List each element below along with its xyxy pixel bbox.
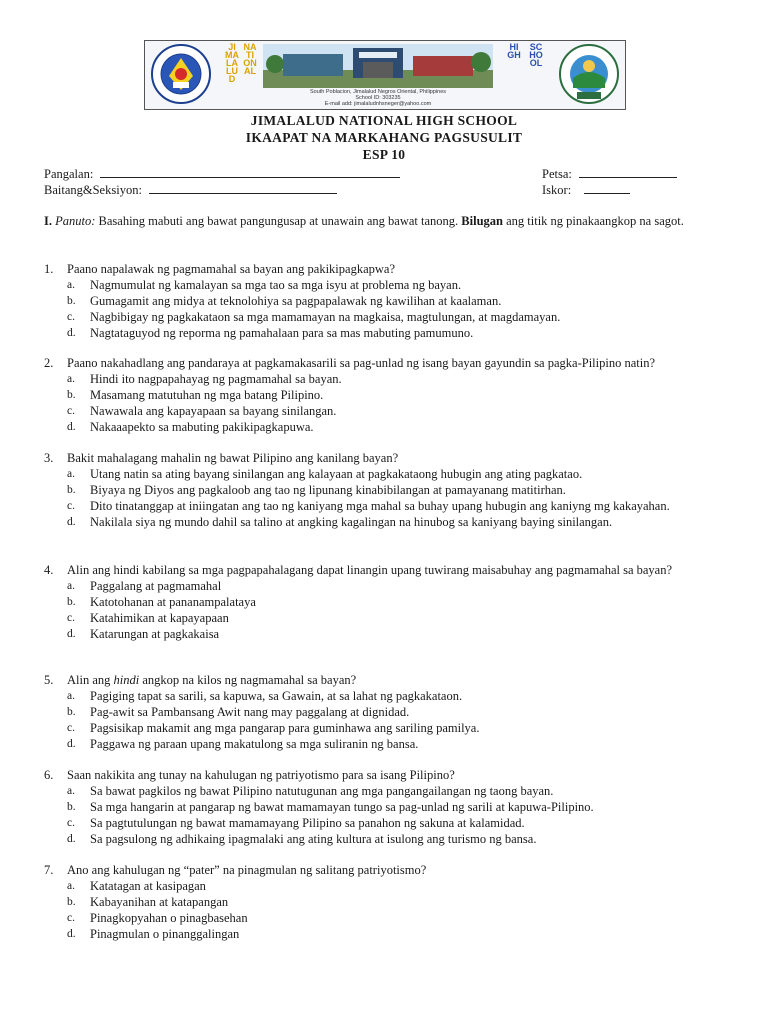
choice-letter: d.: [67, 516, 76, 528]
choice-text: Sa pagsulong ng adhikaing ipagmalaki ang ating kultura at isulong ang turismo ng bansa.: [90, 832, 537, 846]
choice-d[interactable]: [67, 831, 724, 847]
choice-a[interactable]: [67, 277, 724, 293]
school-id-line: School ID: 303235: [355, 95, 401, 101]
choice-text: Nawawala ang kapayapaan sa bayang sinilangan.: [90, 404, 337, 418]
choice-c[interactable]: [67, 309, 724, 325]
choice-c[interactable]: [67, 610, 724, 626]
question-text: Paano napalawak ng pagmamahal sa bayan ang pakikipagkapwa?: [67, 262, 395, 276]
choice-text: Paggawa ng paraan upang makatulong sa mga suliranin ng bansa.: [90, 737, 419, 751]
question-number: 1.: [44, 262, 54, 276]
choice-letter: d.: [67, 738, 76, 750]
choice-b[interactable]: [67, 482, 724, 498]
question-text: Ano ang kahulugan ng “pater” na pinagmulan ng salitang patriyotismo?: [67, 863, 427, 877]
banner-vertical-school: SCHOOL: [529, 42, 543, 68]
choice-letter: c.: [67, 405, 75, 417]
choice-a[interactable]: [67, 783, 724, 799]
name-field[interactable]: [44, 166, 400, 182]
email-line: E-mail add: jimalaludnhsneger@yahoo.com: [324, 101, 432, 107]
choice-a[interactable]: [67, 878, 724, 894]
question-1: [44, 261, 724, 341]
subject-heading: ESP 10: [362, 147, 406, 162]
choice-b[interactable]: [67, 704, 724, 720]
choice-b[interactable]: [67, 594, 724, 610]
choice-text: Sa mga hangarin at pangarap ng bawat mamamayan tungo sa pag-unlad ng sarili at kapuwa-Pilipino.: [90, 800, 594, 814]
choice-d[interactable]: [67, 626, 724, 642]
choice-text: Nakilala siya ng mundo dahil sa talino at angking kagalingan na hinubog sa kaniyang baying sinilangan.: [90, 515, 613, 529]
question-text: Alin ang hindi kabilang sa mga pagpapahalagang dapat linangin upang tuwirang maisabuhay ang pagmamahal sa bayan?: [67, 563, 673, 577]
question-7: [44, 862, 724, 942]
choice-c[interactable]: [67, 720, 724, 736]
school-seal-logo: [559, 44, 619, 104]
choice-text: Masamang matutuhan ng mga batang Pilipino.: [90, 388, 324, 402]
choice-letter: a.: [67, 880, 75, 892]
choice-letter: d.: [67, 421, 76, 433]
instructions-bold-word: Bilugan: [461, 214, 503, 228]
choice-text: Nagmumulat ng kamalayan sa mga tao sa mga isyu at problema ng bayan.: [90, 278, 462, 292]
choice-b[interactable]: [67, 387, 724, 403]
choice-letter: a.: [67, 468, 75, 480]
choice-letter: a.: [67, 785, 75, 797]
question-text: [67, 672, 724, 688]
choice-text: Paggalang at pagmamahal: [90, 579, 222, 593]
school-name-heading: JIMALALUD NATIONAL HIGH SCHOOL: [250, 113, 518, 128]
question-text: Bakit mahalagang mahalin ng bawat Pilipino ang kanilang bayan?: [67, 451, 399, 465]
score-blank[interactable]: [584, 182, 630, 194]
choice-d[interactable]: [67, 419, 724, 435]
choice-text: Pag-awit sa Pambansang Awit nang may paggalang at dignidad.: [90, 705, 410, 719]
question-number: 2.: [44, 356, 54, 370]
question-number: 5.: [44, 673, 54, 687]
question-3: [44, 450, 724, 530]
deped-seal-logo: [151, 44, 211, 104]
school-banner: [144, 40, 626, 110]
banner-vertical-high: HIGH: [507, 42, 521, 60]
question-5: [44, 672, 724, 752]
choice-text: Pinagkopyahan o pinagbasehan: [90, 911, 248, 925]
choice-a[interactable]: [67, 371, 724, 387]
choice-letter: d.: [67, 928, 76, 940]
question-italic-word: hindi: [113, 673, 140, 687]
choice-b[interactable]: [67, 293, 724, 309]
choice-text: Katahimikan at kapayapaan: [90, 611, 229, 625]
choice-a[interactable]: [67, 578, 724, 594]
question-number: 6.: [44, 768, 54, 782]
choice-text: Nagbibigay ng pagkakataon sa mga mamamayan na magkaisa, magtulungan, at magdamayan.: [90, 310, 561, 324]
choice-letter: c.: [67, 311, 75, 323]
choice-letter: c.: [67, 612, 75, 624]
banner-vertical-national: NATIONAL: [243, 42, 257, 76]
choice-letter: c.: [67, 817, 75, 829]
choice-c[interactable]: [67, 498, 724, 514]
panuto-label: Panuto:: [55, 214, 96, 228]
banner-vertical-jimalalud: JIMALALUD: [225, 42, 239, 84]
instructions-text: Basahing mabuti ang bawat pangungusap at unawain ang bawat tanong.: [98, 214, 459, 228]
instructions: [44, 213, 724, 229]
choice-text: Pagsisikap makamit ang mga pangarap para guminhawa ang sariling pamilya.: [90, 721, 480, 735]
section-field[interactable]: [44, 182, 337, 198]
choice-text: Dito tinatanggap at iniingatan ang tao ng kaniyang mga mahal sa buhay upang hubugin ang kaniyng mg kakayahan.: [90, 499, 670, 513]
question-text-start: Alin ang: [67, 673, 111, 687]
choice-letter: d.: [67, 833, 76, 845]
choice-text: Nakaaapekto sa mabuting pakikipagkapuwa.: [90, 420, 314, 434]
name-blank[interactable]: [100, 166, 400, 178]
choice-a[interactable]: [67, 466, 724, 482]
choice-text: Pinagmulan o pinanggalingan: [90, 927, 240, 941]
choice-letter: a.: [67, 580, 75, 592]
choice-c[interactable]: [67, 403, 724, 419]
choice-letter: b.: [67, 295, 76, 307]
question-4: [44, 562, 724, 642]
choice-text: Katarungan at pagkakaisa: [90, 627, 220, 641]
choice-letter: b.: [67, 596, 76, 608]
question-2: [44, 355, 724, 435]
question-number: 7.: [44, 863, 54, 877]
question-text-end: angkop na kilos ng nagmamahal sa bayan?: [142, 673, 357, 687]
question-text: Paano nakahadlang ang pandaraya at pagkamakasarili sa pag-unlad ng isang bayan gayundin sa pagka-Pilipino natin?: [67, 356, 656, 370]
choice-letter: b.: [67, 706, 76, 718]
address-line: South Poblacion, Jimalalud Negros Oriental, Philippines: [309, 89, 447, 95]
choice-b[interactable]: [67, 894, 724, 910]
choice-d[interactable]: [67, 325, 724, 341]
score-label: Iskor:: [542, 183, 572, 197]
choice-letter: b.: [67, 801, 76, 813]
choice-text: Nagtataguyod ng reporma ng pamahalaan para sa mas mabuting pamumuno.: [90, 326, 474, 340]
choice-letter: a.: [67, 279, 75, 291]
choice-text: Katatagan at kasipagan: [90, 879, 206, 893]
choice-letter: c.: [67, 722, 75, 734]
choice-text: Sa pagtutulungan ng bawat mamamayang Pilipino sa panahon ng sakuna at kalamidad.: [90, 816, 525, 830]
choice-letter: a.: [67, 373, 75, 385]
choice-letter: b.: [67, 389, 76, 401]
choice-text: Pagiging tapat sa sarili, sa kapuwa, sa Gawain, at sa lahat ng pagkakataon.: [90, 689, 463, 703]
question-number: 4.: [44, 563, 54, 577]
choice-letter: d.: [67, 628, 76, 640]
choice-text: Biyaya ng Diyos ang pagkaloob ang tao ng lipunang kinabibilangan at pamayanang matitirhan.: [90, 483, 566, 497]
choice-text: Kabayanihan at katapangan: [90, 895, 229, 909]
section-blank[interactable]: [149, 182, 337, 194]
choice-text: Katotohanan at pananampalataya: [90, 595, 256, 609]
date-label: Petsa:: [542, 167, 572, 181]
choice-letter: a.: [67, 690, 75, 702]
question-6: [44, 767, 724, 847]
choice-text: Utang natin sa ating bayang sinilangan ang kalayaan at pagkakataong hubugin ang ating pagkatao.: [90, 467, 583, 481]
choice-d[interactable]: [67, 514, 724, 530]
question-text: Saan nakikita ang tunay na kahulugan ng patriyotismo para sa isang Pilipino?: [67, 768, 455, 782]
choice-letter: c.: [67, 500, 75, 512]
date-blank[interactable]: [579, 166, 677, 178]
section-roman-numeral: I.: [44, 214, 52, 228]
school-gate-photo: [263, 44, 493, 88]
choice-letter: b.: [67, 484, 76, 496]
choice-text: Sa bawat pagkilos ng bawat Pilipino natutugunan ang mga pangangailangan ng taong bayan.: [90, 784, 554, 798]
choice-letter: c.: [67, 912, 75, 924]
score-field[interactable]: [542, 182, 630, 198]
choice-b[interactable]: [67, 799, 724, 815]
question-number: 3.: [44, 451, 54, 465]
exam-title-heading: IKAAPAT NA MARKAHANG PAGSUSULIT: [245, 130, 523, 145]
choice-letter: d.: [67, 327, 76, 339]
date-field[interactable]: [542, 166, 677, 182]
choice-text: Gumagamit ang midya at teknolohiya sa pagpapalawak ng kawilihan at kaalaman.: [90, 294, 502, 308]
choice-d[interactable]: [67, 926, 724, 942]
choice-d[interactable]: [67, 736, 724, 752]
choice-c[interactable]: [67, 910, 724, 926]
instructions-text-end: ang titik ng pinakaangkop na sagot.: [506, 214, 684, 228]
banner-address: [263, 89, 493, 107]
section-label: Baitang&Seksiyon:: [44, 183, 142, 197]
name-label: Pangalan:: [44, 167, 94, 181]
choice-c[interactable]: [67, 815, 724, 831]
choice-text: Hindi ito nagpapahayag ng pagmamahal sa bayan.: [90, 372, 342, 386]
choice-a[interactable]: [67, 688, 724, 704]
choice-letter: b.: [67, 896, 76, 908]
